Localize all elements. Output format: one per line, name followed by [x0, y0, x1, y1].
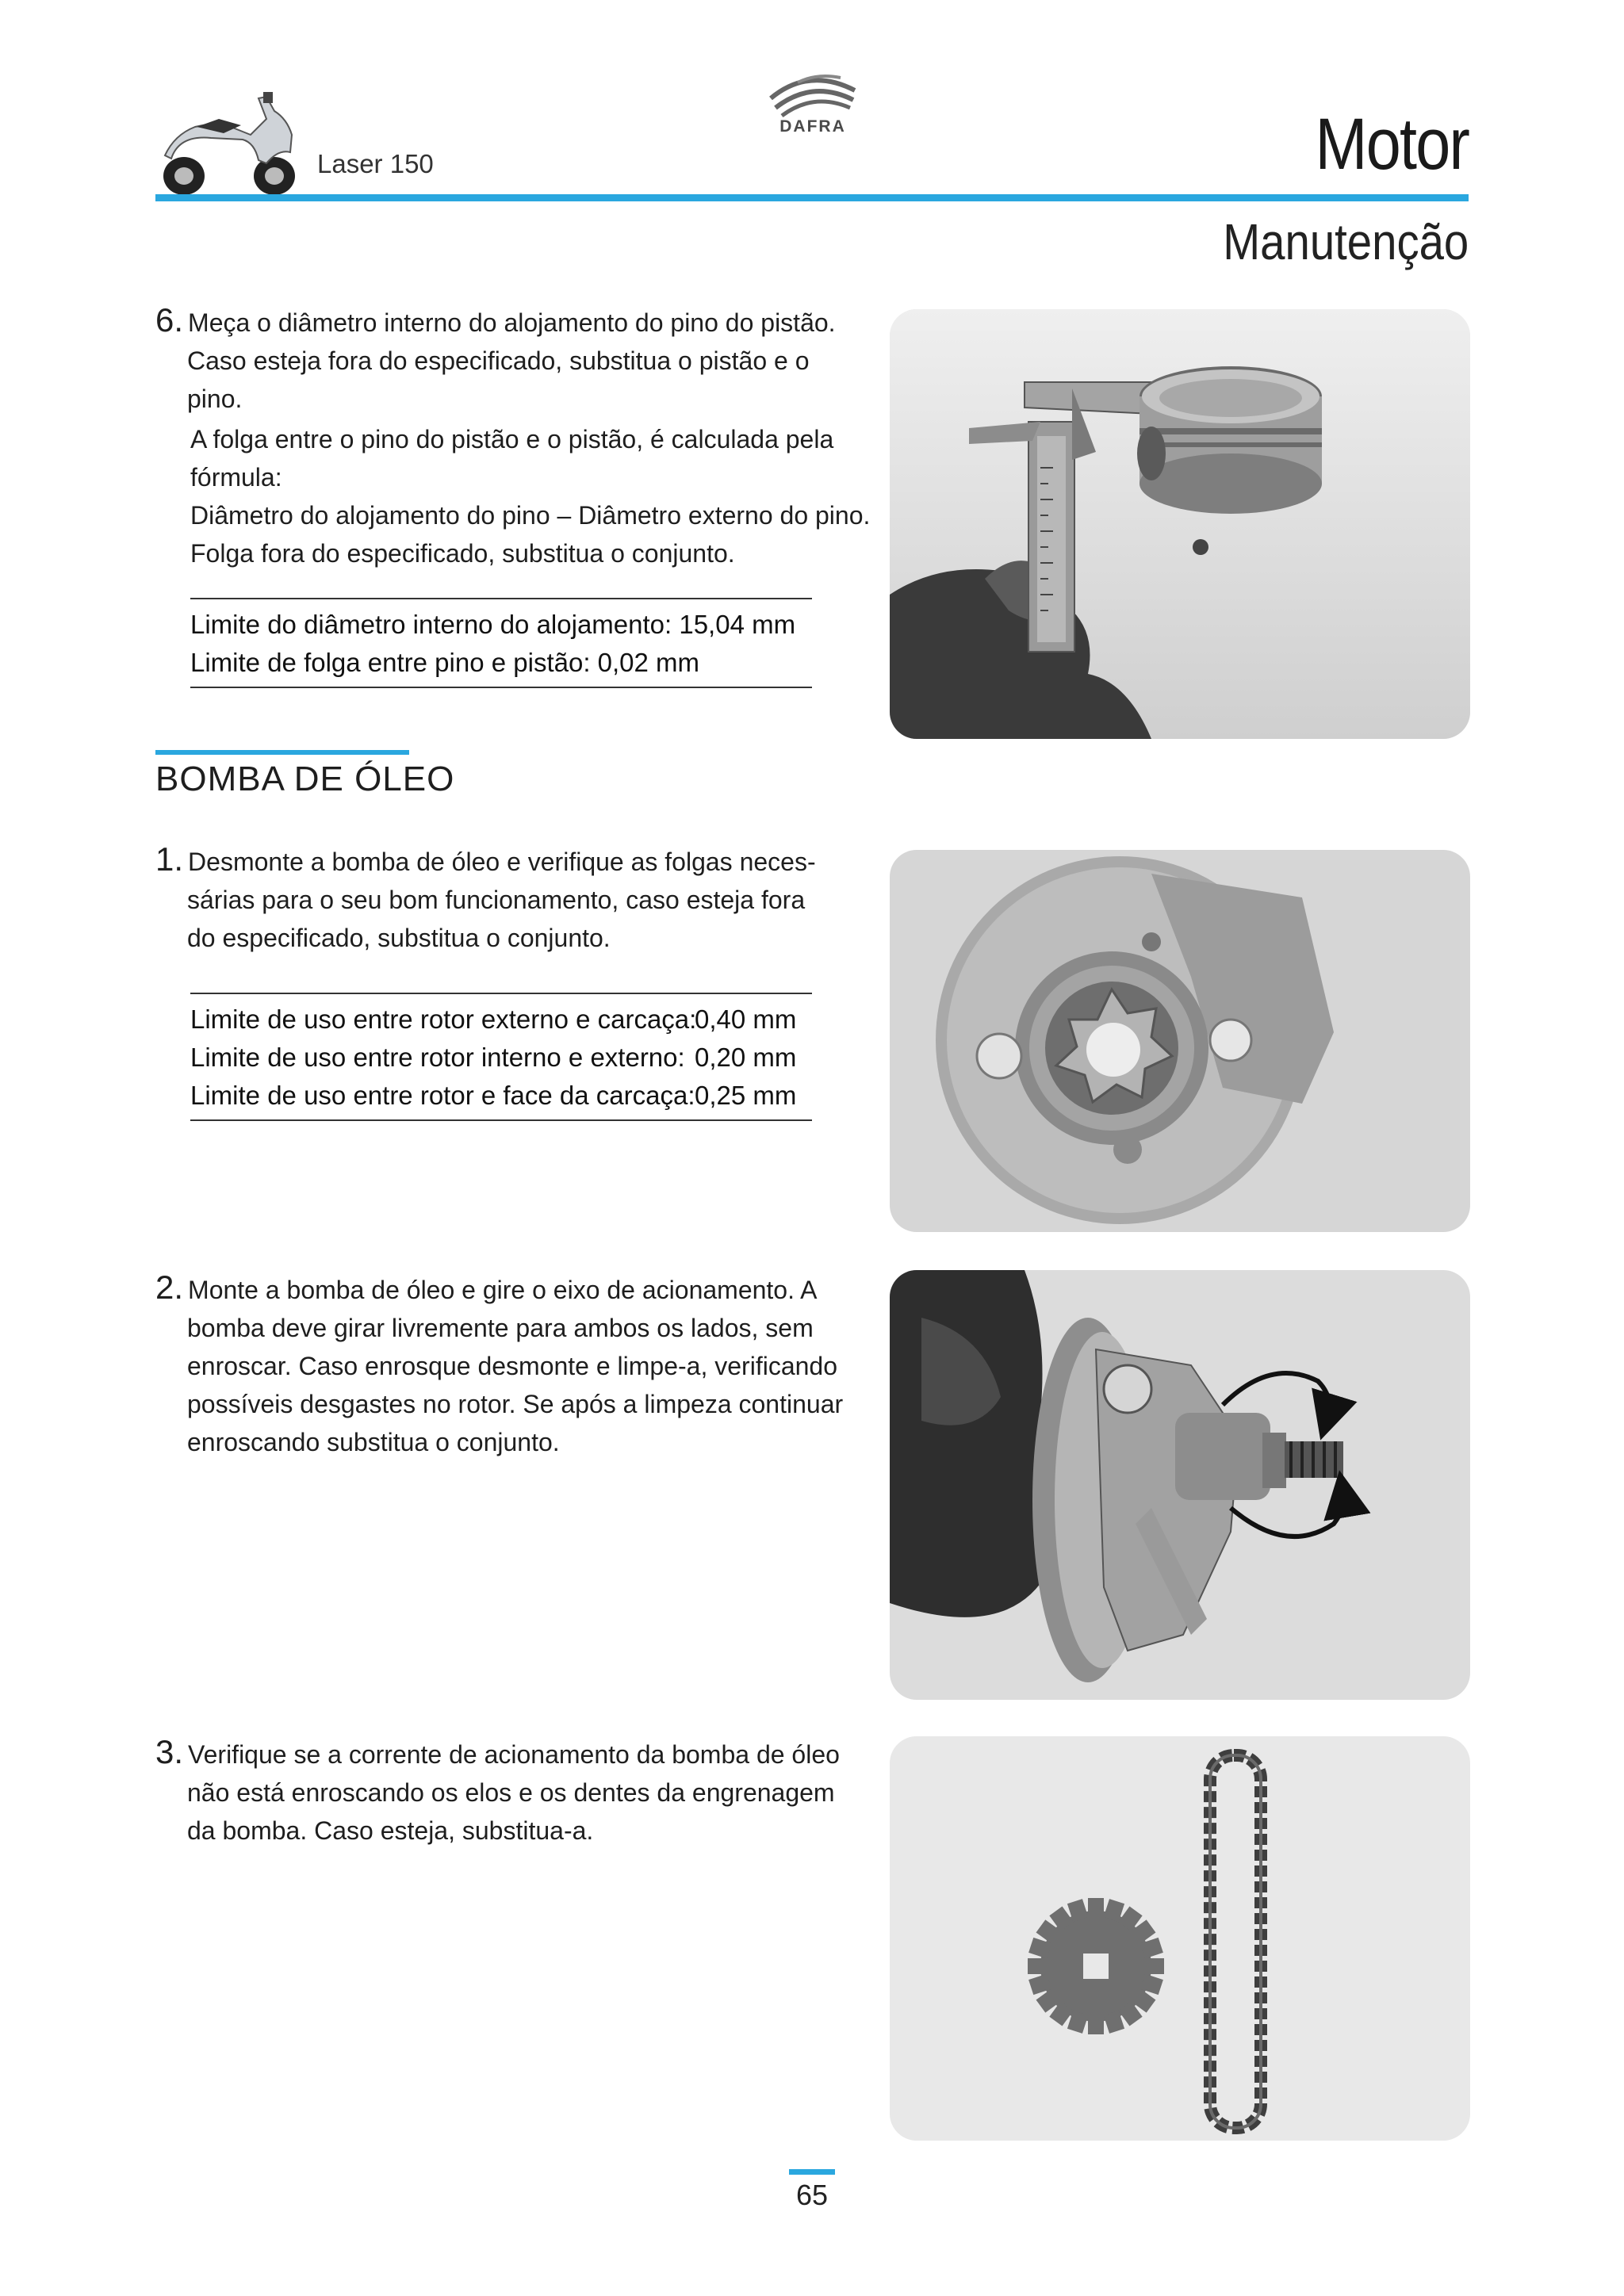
limit-value: 0,40 mm [695, 1004, 797, 1034]
oil-pump-step-1 [155, 840, 869, 957]
page-number-accent [789, 2169, 835, 2175]
limit-row [190, 1077, 812, 1115]
piston-step [155, 301, 869, 418]
limit-label: Limite de uso entre rotor e face da carcaça: [190, 1081, 695, 1110]
formula-line: A folga entre o pino do pistão e o pistão, é calculada pela [190, 425, 834, 453]
limit-label: Limite de uso entre rotor interno e externo: [190, 1043, 685, 1072]
step-line: enroscar. Caso enrosque desmonte e limpe-a, verificando [187, 1352, 837, 1380]
section-accent-bar [155, 750, 409, 755]
formula-paragraph [190, 420, 870, 572]
step-number: 6. [155, 301, 184, 339]
oil-pump-rotation-photo [890, 1270, 1470, 1700]
limit-row: Limite de folga entre pino e pistão: 0,02 mm [190, 648, 700, 677]
formula-line: Diâmetro do alojamento do pino – Diâmetro externo do pino. [190, 501, 871, 530]
step-line: Caso esteja fora do especificado, substitua o pistão e o pino. [187, 346, 810, 413]
step-line: bomba deve girar livremente para ambos os lados, sem [187, 1314, 814, 1342]
step-line: Monte a bomba de óleo e gire o eixo de acionamento. A [188, 1276, 818, 1304]
section-title: BOMBA DE ÓLEO [155, 760, 455, 798]
step-line: do especificado, substitua o conjunto. [187, 924, 611, 952]
oil-pump-limits [190, 993, 812, 1121]
header-divider [155, 194, 1469, 201]
brand-name: DAFRA [779, 117, 846, 136]
limit-row [190, 1039, 812, 1077]
model-name: Laser 150 [317, 149, 434, 178]
scooter-icon [147, 87, 306, 198]
chain-sprocket-photo [890, 1736, 1470, 2141]
step-line: sárias para o seu bom funcionamento, caso esteja fora [187, 886, 806, 914]
piston-limits [190, 598, 812, 688]
page-subtitle: Manutenção [1223, 213, 1469, 270]
step-number: 3. [155, 1733, 184, 1770]
step-number: 2. [155, 1269, 184, 1306]
step-line: Desmonte a bomba de óleo e verifique as folgas neces- [188, 848, 816, 876]
step-number: 1. [155, 840, 184, 878]
page-number: 65 [795, 2179, 829, 2211]
step-line: Verifique se a corrente de acionamento da bomba de óleo [188, 1740, 840, 1769]
step-line: não está enroscando os elos e os dentes da engrenagem [187, 1778, 835, 1807]
oil-pump-rotor-photo [890, 850, 1470, 1232]
limit-row: Limite do diâmetro interno do alojamento: 15,04 mm [190, 610, 796, 639]
step-line: enroscando substitua o conjunto. [187, 1428, 560, 1456]
caliper-piston-photo [890, 309, 1470, 739]
limit-row [190, 1001, 812, 1039]
limit-label: Limite de uso entre rotor externo e carcaça: [190, 1004, 697, 1034]
step-line: possíveis desgastes no rotor. Se após a limpeza continuar [187, 1390, 844, 1418]
formula-line: Folga fora do especificado, substitua o conjunto. [190, 539, 735, 568]
limit-value: 0,25 mm [695, 1081, 797, 1110]
step-line: da bomba. Caso esteja, substitua-a. [187, 1816, 594, 1845]
page-title: Motor [1315, 104, 1469, 185]
formula-line: fórmula: [190, 463, 282, 492]
oil-pump-step-3 [155, 1733, 869, 1850]
oil-pump-step-2 [155, 1269, 869, 1461]
limit-value: 0,20 mm [695, 1043, 797, 1072]
step-line: Meça o diâmetro interno do alojamento do pino do pistão. [188, 308, 836, 337]
